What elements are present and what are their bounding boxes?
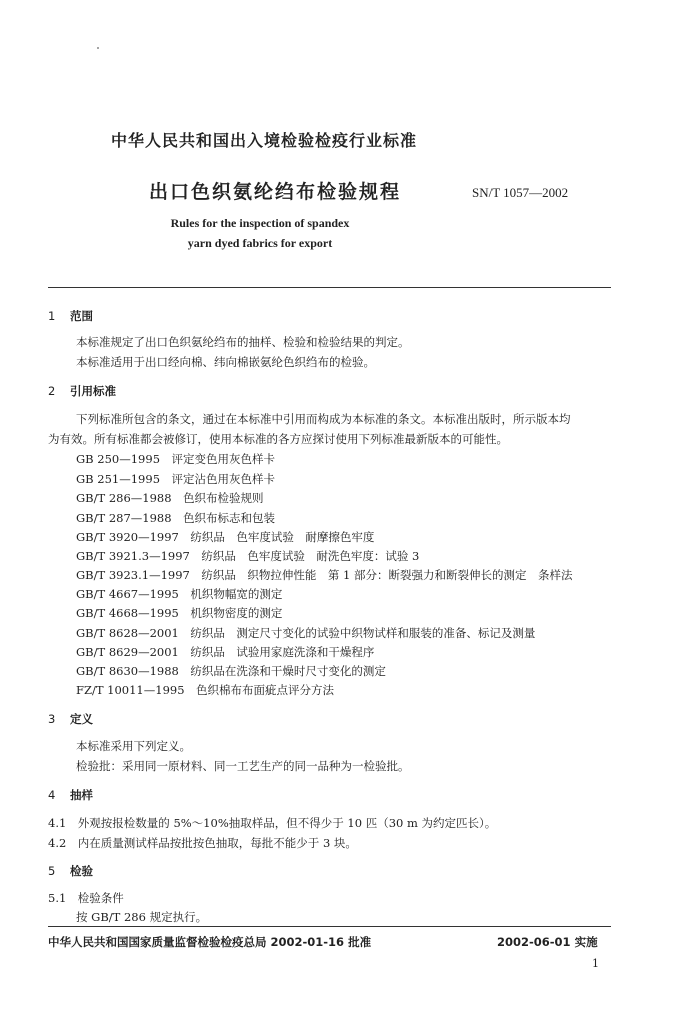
referenced-standard: GB/T 4667—1995 机织物幅宽的测定 bbox=[76, 587, 283, 601]
clause: 5.1 检验条件 bbox=[48, 891, 124, 905]
referenced-standard: GB/T 8630—1988 纺织品在洗涤和干燥时尺寸变化的测定 bbox=[76, 664, 386, 678]
section-title: 引用标准 bbox=[70, 384, 116, 398]
section-heading-3 bbox=[48, 711, 93, 727]
clause: 4.2 内在质量测试样品按批按色抽取，每批不能少于 3 块。 bbox=[48, 836, 357, 850]
referenced-standard: GB 250—1995 评定变色用灰色样卡 bbox=[76, 452, 276, 466]
referenced-standard: GB/T 286—1988 色织布检验规则 bbox=[76, 491, 264, 505]
paragraph: 检验批：采用同一原材料、同一工艺生产的同一品种为一检验批。 bbox=[76, 759, 410, 773]
section-title: 范围 bbox=[70, 309, 93, 323]
section-number: 5 bbox=[48, 864, 56, 878]
footer-divider bbox=[48, 926, 611, 927]
referenced-standard: GB/T 3920—1997 纺织品 色牢度试验 耐摩擦色牢度 bbox=[76, 530, 375, 544]
referenced-standard: GB/T 287—1988 色织布标志和包装 bbox=[76, 511, 276, 525]
paragraph: 按 GB/T 286 规定执行。 bbox=[76, 910, 208, 924]
paragraph: 本标准采用下列定义。 bbox=[76, 739, 191, 753]
section-heading-5 bbox=[48, 863, 93, 879]
industry-standard-heading: 中华人民共和国出入境检验检疫行业标准 bbox=[111, 131, 418, 150]
paragraph: 为有效。所有标准都会被修订，使用本标准的各方应探讨使用下列标准最新版本的可能性。 bbox=[48, 432, 508, 446]
referenced-standard: GB/T 3923.1—1997 纺织品 织物拉伸性能 第 1 部分：断裂强力和断裂伸长的测定 条样法 bbox=[76, 568, 573, 582]
section-title: 定义 bbox=[70, 712, 93, 726]
implementation-date: 2002-06-01 实施 bbox=[497, 935, 598, 949]
standard-title-english-line-1: Rules for the inspection of spandex bbox=[170, 216, 350, 230]
referenced-standard: GB/T 4668—1995 机织物密度的测定 bbox=[76, 606, 283, 620]
section-heading-4 bbox=[48, 787, 93, 803]
header-divider bbox=[48, 287, 611, 288]
section-heading-1 bbox=[48, 308, 93, 324]
standard-number: SN/T 1057—2002 bbox=[472, 185, 569, 200]
referenced-standard: GB/T 8628—2001 纺织品 测定尺寸变化的试验中织物试样和服装的准备、标记及测量 bbox=[76, 626, 536, 640]
paragraph: 下列标准所包含的条文，通过在本标准中引用而构成为本标准的条文。本标准出版时，所示版本均 bbox=[76, 412, 571, 426]
page-number: 1 bbox=[592, 957, 599, 970]
paragraph: 本标准适用于出口经向棉、纬向棉嵌氨纶色织绉布的检验。 bbox=[76, 355, 375, 369]
standard-title-english-line-2: yarn dyed fabrics for export bbox=[187, 236, 333, 250]
section-heading-2 bbox=[48, 383, 116, 399]
referenced-standard: GB/T 3921.3—1997 纺织品 色牢度试验 耐洗色牢度：试验 3 bbox=[76, 549, 420, 563]
referenced-standard: GB 251—1995 评定沾色用灰色样卡 bbox=[76, 472, 276, 486]
section-title: 抽样 bbox=[70, 788, 93, 802]
referenced-standard: FZ/T 10011—1995 色织棉布布面疵点评分方法 bbox=[76, 683, 335, 697]
referenced-standard: GB/T 8629—2001 纺织品 试验用家庭洗涤和干燥程序 bbox=[76, 645, 375, 659]
approval-issuer: 中华人民共和国国家质量监督检验检疫总局 2002-01-16 批准 bbox=[48, 935, 372, 949]
paragraph: 本标准规定了出口色织氨纶绉布的抽样、检验和检验结果的判定。 bbox=[76, 335, 410, 349]
section-number: 2 bbox=[48, 384, 56, 398]
standard-title-chinese: 出口色织氨纶绉布检验规程 bbox=[149, 181, 402, 203]
clause: 4.1 外观按报检数量的 5%～10%抽取样品，但不得少于 10 匹（30 m 为约定匹长）。 bbox=[48, 816, 497, 830]
section-title: 检验 bbox=[70, 864, 93, 878]
section-number: 1 bbox=[48, 309, 56, 323]
section-number: 4 bbox=[48, 788, 56, 802]
section-number: 3 bbox=[48, 712, 56, 726]
scan-speck bbox=[97, 47, 99, 49]
